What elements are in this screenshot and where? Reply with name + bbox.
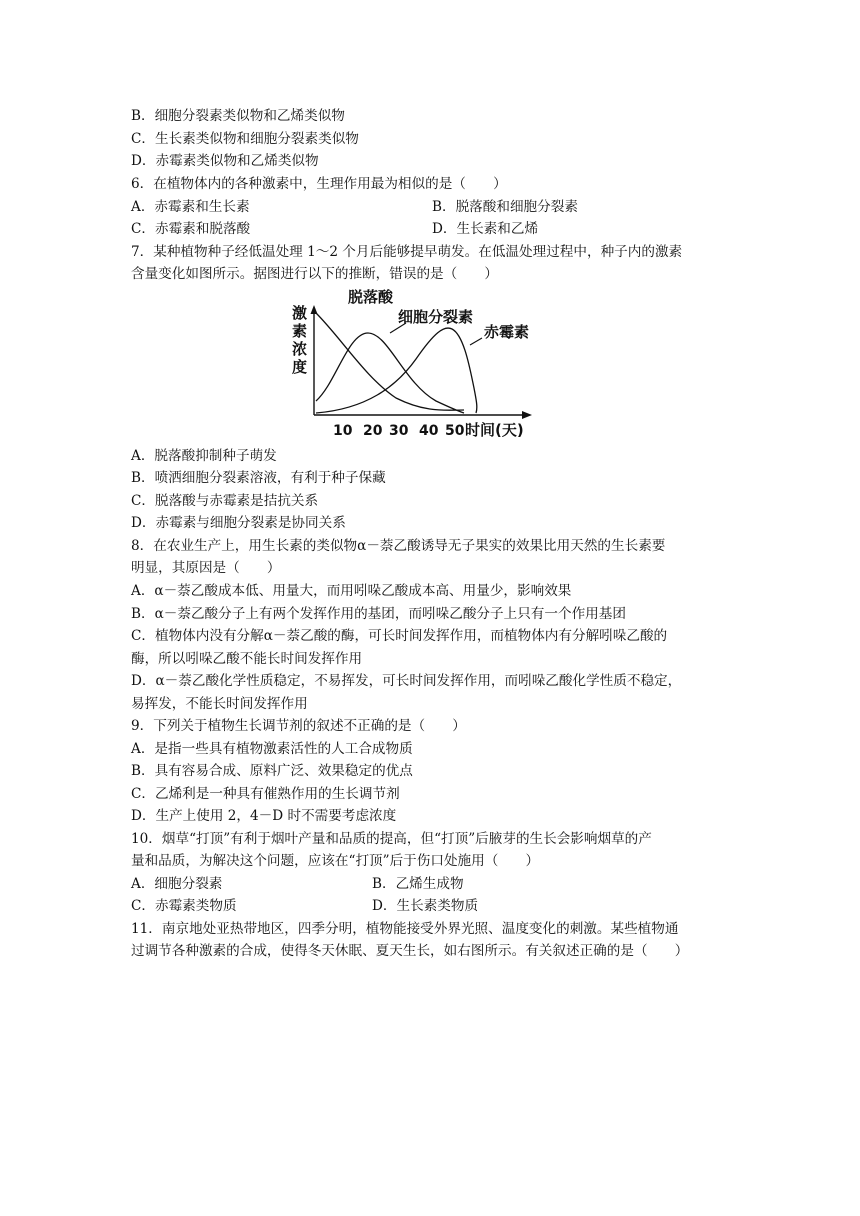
q9-option-b: B．具有容易合成、原料广泛、效果稳定的优点 bbox=[131, 763, 413, 779]
q6-stem: 6．在植物体内的各种激素中，生理作用最为相似的是（ ） bbox=[131, 176, 507, 192]
cytokinin-curve bbox=[316, 333, 464, 413]
q6-option-c: C．赤霉素和脱落酸 bbox=[131, 221, 251, 237]
q6-option-a: A．赤霉素和生长素 bbox=[131, 199, 250, 215]
y-label-char-2: 素 bbox=[292, 322, 308, 340]
q11-stem-line2: 过调节各种激素的合成，使得冬天休眠、夏天生长，如右图所示。有关叙述正确的是（ ） bbox=[131, 943, 689, 959]
q10-option-a: A．细胞分裂素 bbox=[131, 876, 223, 892]
x-axis-label: 时间(天) bbox=[465, 421, 524, 439]
x-tick-10: 10 bbox=[333, 423, 353, 439]
q7-stem-line2: 含量变化如图所示。据图进行以下的推断，错误的是（ ） bbox=[131, 266, 499, 282]
x-tick-30: 30 bbox=[389, 423, 409, 439]
x-tick-20: 20 bbox=[363, 423, 383, 439]
q8-stem-line1: 8．在农业生产上，用生长素的类似物α－萘乙酸诱导无子果实的效果比用天然的生长素要 bbox=[131, 538, 666, 554]
x-tick-40: 40 bbox=[419, 423, 439, 439]
q7-option-c: C．脱落酸与赤霉素是拮抗关系 bbox=[131, 493, 319, 509]
q8-option-b: B．α－萘乙酸分子上有两个发挥作用的基团，而吲哚乙酸分子上只有一个作用基团 bbox=[131, 606, 626, 622]
label-cytokinin: 细胞分裂素 bbox=[398, 308, 474, 326]
q7-option-b: B．喷洒细胞分裂素溶液，有利于种子保藏 bbox=[131, 470, 386, 486]
q10-stem-line2: 量和品质，为解决这个问题，应该在“打顶”后于伤口处施用（ ） bbox=[131, 853, 540, 869]
q8-option-c-line1: C．植物体内没有分解α－萘乙酸的酶，可长时间发挥作用，而植物体内有分解吲哚乙酸的 bbox=[131, 628, 668, 644]
q9-option-d: D．生产上使用 2，4－D 时不需要考虑浓度 bbox=[131, 808, 397, 824]
q10-option-b: B．乙烯生成物 bbox=[372, 876, 464, 892]
q10-option-d: D．生长素类物质 bbox=[372, 898, 479, 914]
q7-stem-line1: 7．某种植物种子经低温处理 1～2 个月后能够提早萌发。在低温处理过程中，种子内的激素 bbox=[131, 244, 683, 260]
q7-option-a: A．脱落酸抑制种子萌发 bbox=[131, 448, 277, 464]
q11-stem-line1: 11．南京地处亚热带地区，四季分明，植物能接受外界光照、温度变化的刺激。某些植物通 bbox=[131, 921, 679, 937]
q8-option-c-line2: 酶，所以吲哚乙酸不能长时间发挥作用 bbox=[131, 651, 363, 667]
y-label-char-1: 激 bbox=[292, 304, 308, 322]
q7-option-d: D．赤霉素与细胞分裂素是协同关系 bbox=[131, 515, 346, 531]
q6-option-d: D．生长素和乙烯 bbox=[432, 221, 539, 237]
hormone-concentration-figure bbox=[286, 283, 550, 441]
y-label-char-3: 浓 bbox=[292, 340, 308, 358]
x-tick-50: 50 bbox=[445, 423, 465, 439]
q8-stem-line2: 明显，其原因是（ ） bbox=[131, 560, 281, 576]
q9-stem: 9．下列关于植物生长调节剂的叙述不正确的是（ ） bbox=[131, 718, 466, 734]
q10-stem-line1: 10．烟草“打顶”有利于烟叶产量和品质的提高，但“打顶”后腋芽的生长会影响烟草的产 bbox=[131, 831, 652, 847]
x-axis-arrow bbox=[522, 411, 532, 419]
abscisic-acid-curve bbox=[316, 313, 464, 410]
q9-option-a: A．是指一些具有植物激素活性的人工合成物质 bbox=[131, 741, 413, 757]
q6-option-b: B．脱落酸和细胞分裂素 bbox=[432, 199, 578, 215]
q8-option-a: A．α－萘乙酸成本低、用量大，而用吲哚乙酸成本高、用量少，影响效果 bbox=[131, 583, 572, 599]
q9-option-c: C．乙烯利是一种具有催熟作用的生长调节剂 bbox=[131, 786, 400, 802]
q5-option-d: D．赤霉素类似物和乙烯类似物 bbox=[131, 153, 319, 169]
y-label-char-4: 度 bbox=[292, 358, 308, 376]
q8-option-d-line2: 易挥发，不能长时间发挥作用 bbox=[131, 696, 308, 712]
gibberellin-leader bbox=[470, 338, 482, 345]
label-abscisic-acid: 脱落酸 bbox=[348, 288, 394, 306]
q5-option-c: C．生长素类似物和细胞分裂素类似物 bbox=[131, 131, 359, 147]
q10-option-c: C．赤霉素类物质 bbox=[131, 898, 237, 914]
q5-option-b: B．细胞分裂素类似物和乙烯类似物 bbox=[131, 108, 345, 124]
q8-option-d-line1: D．α－萘乙酸化学性质稳定，不易挥发，可长时间发挥作用，而吲哚乙酸化学性质不稳定， bbox=[131, 673, 682, 689]
label-gibberellin: 赤霉素 bbox=[484, 323, 530, 341]
hormone-chart-svg bbox=[286, 283, 550, 441]
